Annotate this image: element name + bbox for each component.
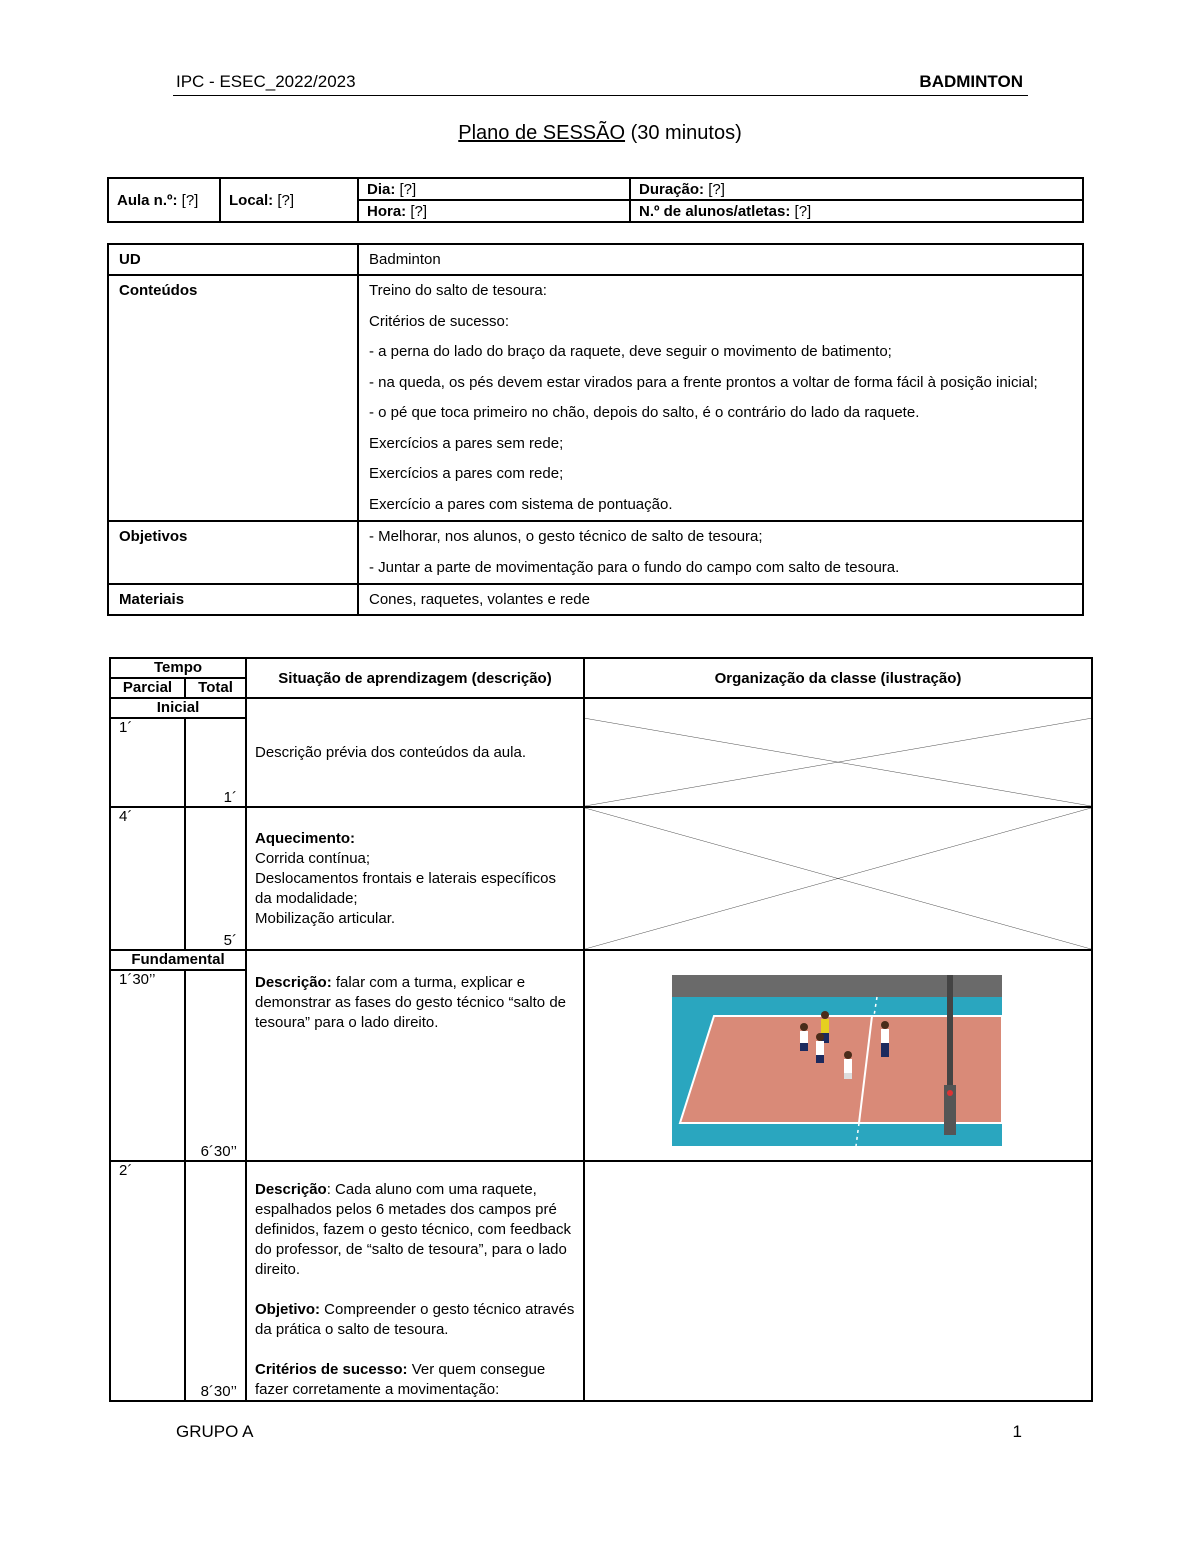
conteudo-line: Exercício a pares com sistema de pontuação. bbox=[369, 495, 673, 513]
hora-cell: Hora: [?] bbox=[358, 200, 630, 222]
conteudos-list bbox=[358, 275, 1083, 521]
tempo-header: Tempo bbox=[110, 658, 246, 678]
conteudo-line: - a perna do lado do braço da raquete, deve seguir o movimento de batimento; bbox=[369, 343, 892, 360]
duracao-cell: Duração: [?] bbox=[630, 178, 1083, 200]
objetivo-line: - Juntar a parte de movimentação para o fundo do campo com salto de tesoura. bbox=[369, 558, 900, 576]
row1-parcial: 1´ bbox=[110, 718, 185, 807]
row2-parcial: 4´ bbox=[110, 807, 185, 950]
alunos-cell: N.º de alunos/atletas: [?] bbox=[630, 200, 1083, 222]
local-cell: Local: [?] bbox=[220, 178, 358, 222]
plan-table bbox=[107, 243, 1084, 616]
conteudo-line: Exercícios a pares sem rede; bbox=[369, 434, 564, 452]
dia-cell: Dia: [?] bbox=[358, 178, 630, 200]
footer-group: GRUPO A bbox=[176, 1422, 254, 1441]
row4-parcial: 2´ bbox=[110, 1161, 185, 1401]
row1-illustration-placeholder bbox=[584, 698, 1092, 807]
conteudo-line: Exercícios a pares com rede; bbox=[369, 465, 564, 482]
ud-label: UD bbox=[108, 244, 358, 275]
page-title: Plano de SESSÃO (30 minutos) bbox=[458, 122, 742, 144]
row3-description: Descrição: falar com a turma, explicar e demonstrar as fases do gesto técnico “salto de tesoura” para o lado direito. bbox=[246, 950, 584, 1161]
row2-total: 5´ bbox=[185, 807, 246, 950]
aula-cell: Aula n.º: [?] bbox=[108, 178, 220, 222]
inicial-section: Inicial bbox=[110, 698, 246, 718]
header-subject: BADMINTON bbox=[919, 72, 1023, 91]
court-illustration bbox=[672, 975, 1002, 1146]
row2-description: Aquecimento: Corrida contínua; Deslocamentos frontais e laterais específicos da modalidade; Mobilização articular. bbox=[246, 807, 584, 950]
materiais-value: Cones, raquetes, volantes e rede bbox=[358, 584, 1083, 615]
conteudos-label: Conteúdos bbox=[108, 275, 358, 521]
objetivo-line: - Melhorar, nos alunos, o gesto técnico de salto de tesoura; bbox=[369, 528, 763, 545]
ud-value: Badminton bbox=[358, 244, 1083, 275]
conteudo-line: - o pé que toca primeiro no chão, depois do salto, é o contrário do lado da raquete. bbox=[369, 404, 920, 421]
page-number: 1 bbox=[1012, 1422, 1022, 1441]
session-info-table bbox=[107, 177, 1084, 223]
header-institution: IPC - ESEC_2022/2023 bbox=[176, 72, 356, 91]
objetivos-label: Objetivos bbox=[108, 521, 358, 584]
materiais-label: Materiais bbox=[108, 584, 358, 615]
fundamental-section: Fundamental bbox=[110, 950, 246, 970]
row3-parcial: 1´30’’ bbox=[110, 970, 185, 1161]
objetivos-list bbox=[358, 521, 1083, 584]
row4-illustration bbox=[584, 1161, 1092, 1401]
conteudo-line: Treino do salto de tesoura: bbox=[369, 282, 547, 299]
parcial-header: Parcial bbox=[110, 678, 185, 698]
row4-total: 8´30’’ bbox=[185, 1161, 246, 1401]
conteudo-line: Critérios de sucesso: bbox=[369, 312, 510, 330]
header-divider bbox=[173, 95, 1028, 96]
organizacao-header: Organização da classe (ilustração) bbox=[584, 658, 1092, 698]
row2-illustration-placeholder bbox=[584, 807, 1092, 950]
row1-description: Descrição prévia dos conteúdos da aula. bbox=[246, 698, 584, 807]
situacao-header: Situação de aprendizagem (descrição) bbox=[246, 658, 584, 698]
row1-total: 1´ bbox=[185, 718, 246, 807]
conteudo-line: - na queda, os pés devem estar virados para a frente prontos a voltar de forma fácil à posição inicial; bbox=[369, 373, 1038, 391]
row3-total: 6´30’’ bbox=[185, 970, 246, 1161]
total-header: Total bbox=[185, 678, 246, 698]
row4-description: Descrição: Cada aluno com uma raquete, espalhados pelos 6 metades dos campos pré definidos, fazem o gesto técnico, com feedback do professor, de “salto de tesoura”, para o lado direito. Objetivo: Compreender o gesto técnico através da prática o salto de tesoura. Critérios de sucesso: Ver quem consegue fazer corretamente a movimentação: bbox=[246, 1161, 584, 1401]
